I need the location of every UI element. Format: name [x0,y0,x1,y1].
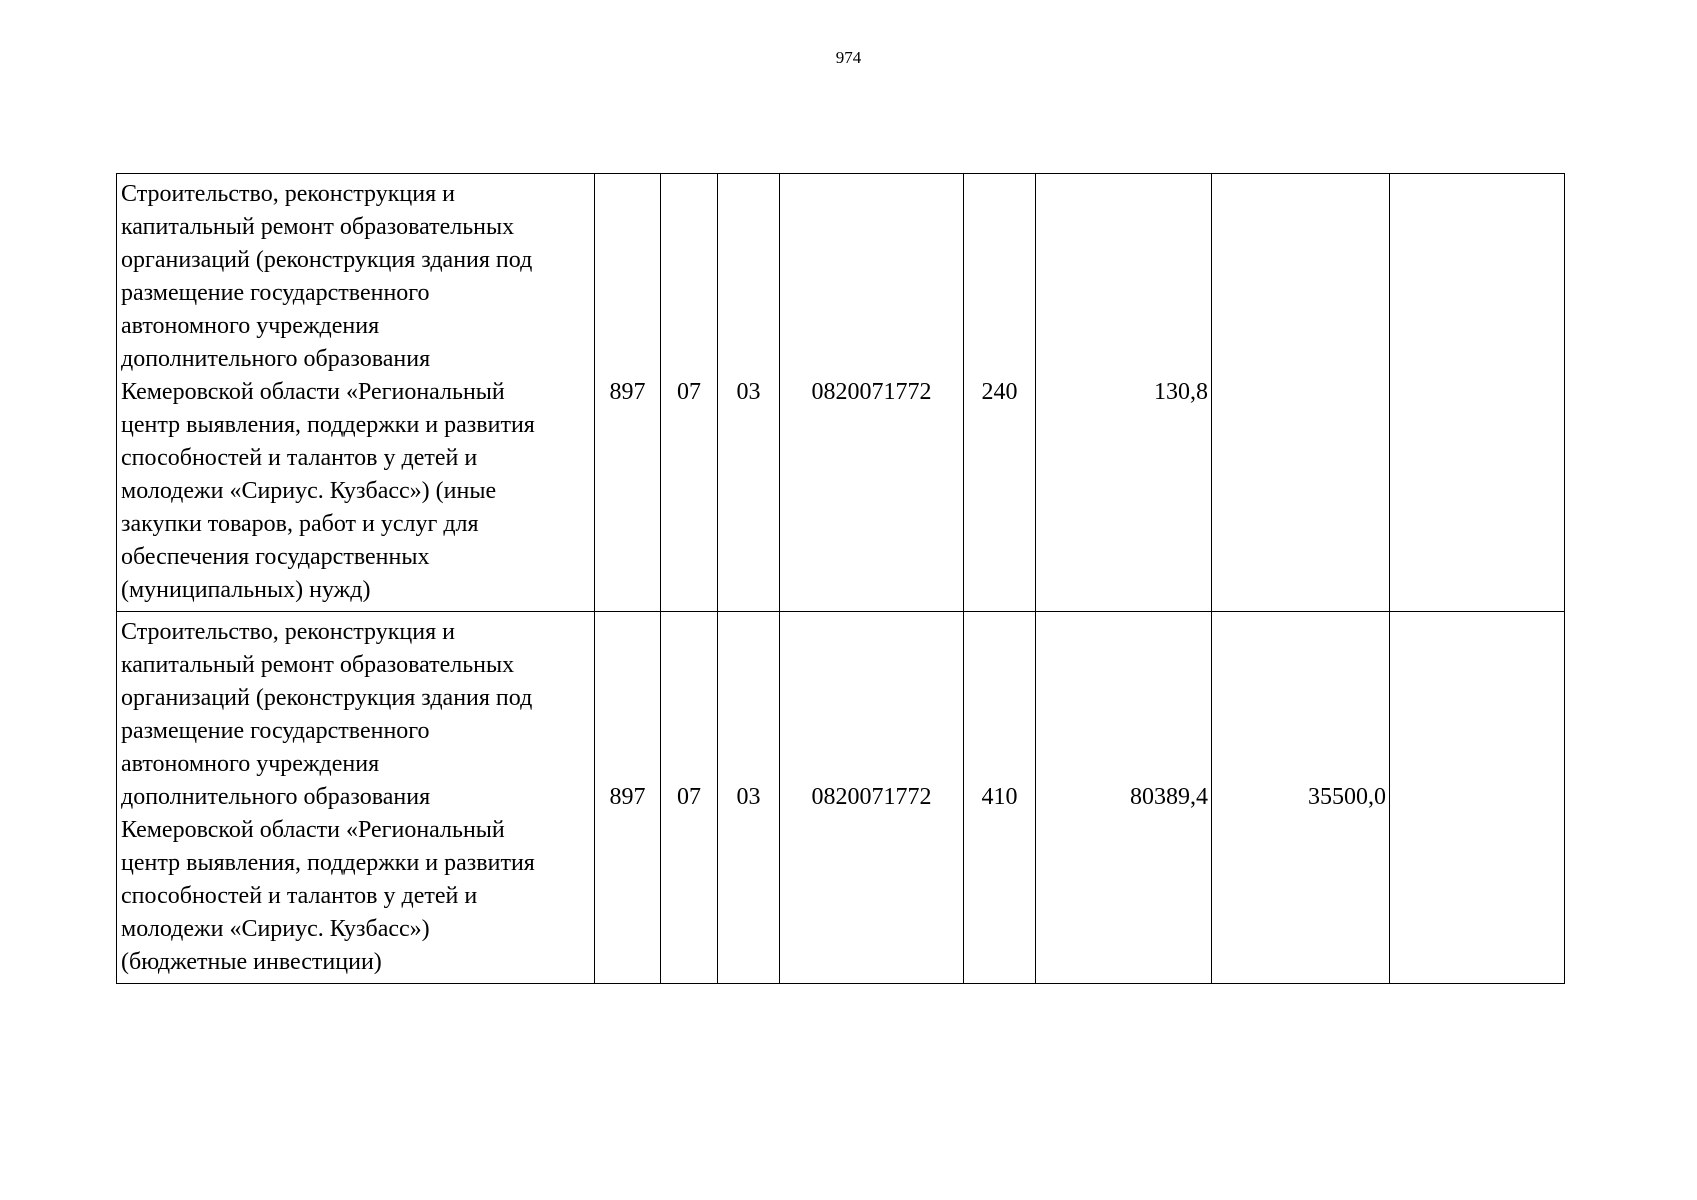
subsection-code: 03 [718,174,780,612]
subsection-code: 03 [718,612,780,984]
description-line: организаций (реконструкция здания под [121,246,533,273]
row-description [117,174,595,612]
description-line: капитальный ремонт образовательных [121,213,515,240]
description-line: способностей и талантов у детей и [121,882,478,909]
budget-table [116,173,1565,984]
description-line: (муниципальных) нужд) [121,576,371,603]
description-line: молодежи «Сириус. Кузбасс») [121,915,430,942]
description-line: молодежи «Сириус. Кузбасс») (иные [121,477,497,504]
amount-2: 35500,0 [1212,612,1390,984]
page-number: 974 [835,48,862,67]
description-line: обеспечения государственных [121,543,430,570]
amount-3 [1390,612,1565,984]
description-line: автономного учреждения [121,312,380,339]
description-line: дополнительного образования [121,783,431,810]
section-code: 07 [661,612,718,984]
description-line: дополнительного образования [121,345,431,372]
ministry-code: 897 [595,174,661,612]
description-line: Кемеровской области «Региональный [121,378,505,405]
amount-2 [1212,174,1390,612]
table-row [117,612,1565,984]
amount-3 [1390,174,1565,612]
description-line: центр выявления, поддержки и развития [121,411,535,438]
target-article-code: 0820071772 [780,174,964,612]
description-line: центр выявления, поддержки и развития [121,849,535,876]
amount-1: 80389,4 [1036,612,1212,984]
row-description [117,612,595,984]
expense-type-code: 410 [964,612,1036,984]
description-line: Кемеровской области «Региональный [121,816,505,843]
description-line: закупки товаров, работ и услуг для [121,510,479,537]
expense-type-code: 240 [964,174,1036,612]
description-line: капитальный ремонт образовательных [121,651,515,678]
description-line: Строительство, реконструкция и [121,180,455,207]
description-line: размещение государственного [121,279,430,306]
description-line: автономного учреждения [121,750,380,777]
description-line: размещение государственного [121,717,430,744]
table-row [117,174,1565,612]
section-code: 07 [661,174,718,612]
amount-1: 130,8 [1036,174,1212,612]
description-line: (бюджетные инвестиции) [121,948,382,975]
description-line: Строительство, реконструкция и [121,618,455,645]
description-line: способностей и талантов у детей и [121,444,478,471]
ministry-code: 897 [595,612,661,984]
target-article-code: 0820071772 [780,612,964,984]
description-line: организаций (реконструкция здания под [121,684,533,711]
